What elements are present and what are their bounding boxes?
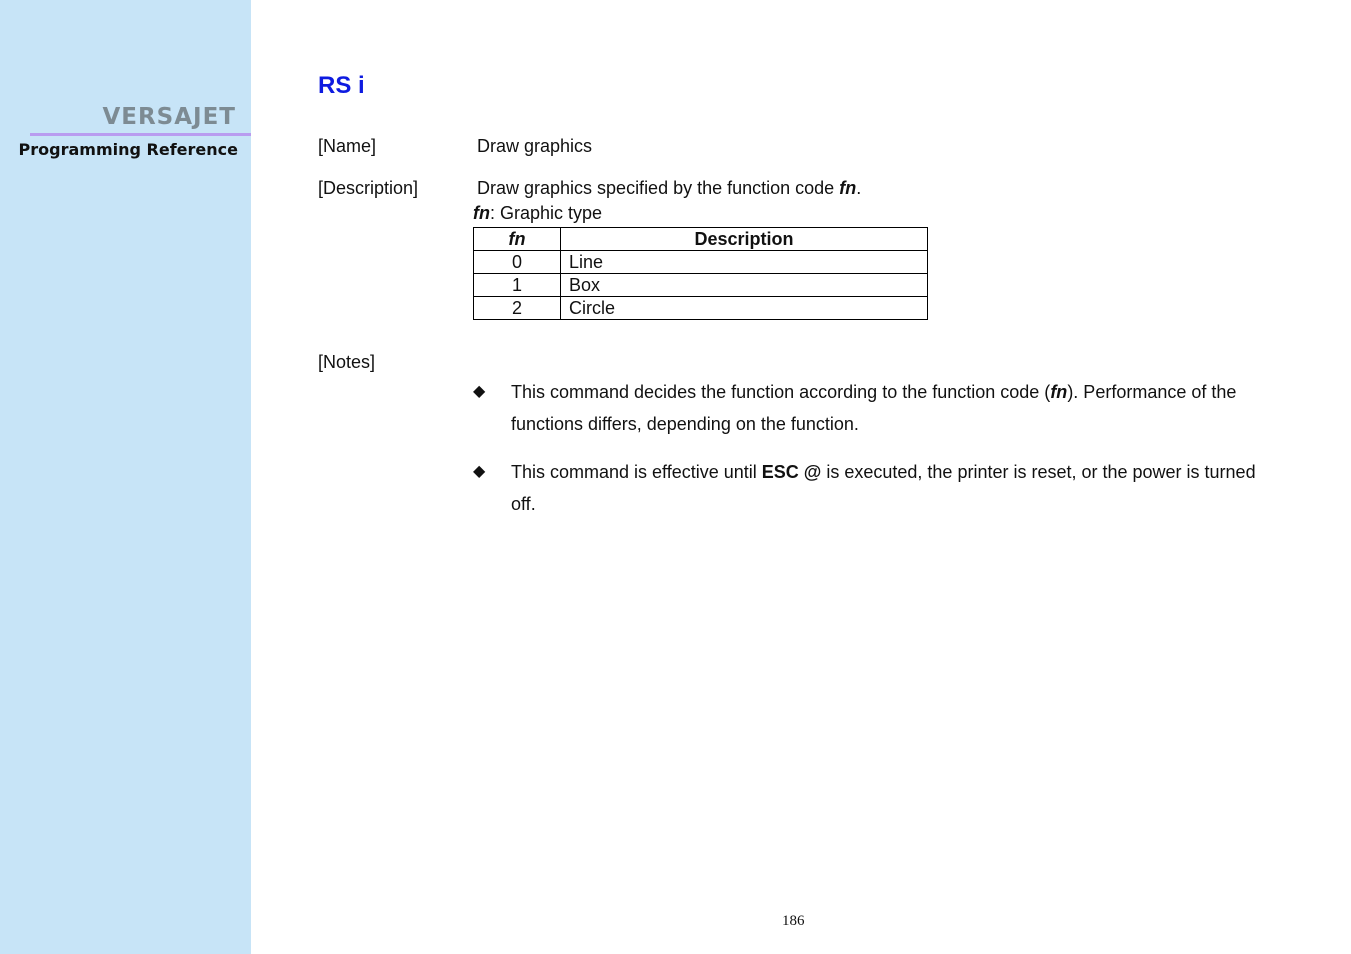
fn-label: fn <box>473 203 490 223</box>
command-title: RS i <box>318 72 365 99</box>
sidebar <box>0 0 251 954</box>
cell-fn: 0 <box>474 251 561 274</box>
note-text-before: This command is effective until <box>511 462 762 482</box>
table-row <box>474 297 928 320</box>
note-item <box>473 456 1273 520</box>
description-text <box>477 178 861 199</box>
fn-suffix: : Graphic type <box>490 203 603 223</box>
notes-label: [Notes] <box>318 352 376 372</box>
description-text-after: . <box>856 178 862 198</box>
note-text <box>511 376 1273 440</box>
cell-fn: 1 <box>474 274 561 297</box>
function-code-table <box>473 227 928 320</box>
note-text <box>511 456 1273 520</box>
section-subtitle: Programming Reference <box>18 140 238 159</box>
bullet-diamond-icon: ◆ <box>473 383 486 400</box>
header-description: Description <box>561 228 928 251</box>
cell-description: Circle <box>561 297 928 320</box>
cell-description: Box <box>561 274 928 297</box>
cell-fn: 2 <box>474 297 561 320</box>
note-text-after: ). Performance of the functions differs, depending on the function. <box>511 382 1237 434</box>
cell-description: Line <box>561 251 928 274</box>
brand-logo: VERSAJET <box>102 104 236 130</box>
description-code: fn <box>839 178 857 198</box>
note-emphasis: fn <box>1050 382 1068 402</box>
page-number: 186 <box>782 913 805 929</box>
description-label: [Description] <box>318 178 419 198</box>
brand-divider <box>30 133 251 136</box>
note-item <box>473 376 1273 440</box>
note-text-after: is executed, the printer is reset, or the power is turned off. <box>511 462 1256 514</box>
description-text-before: Draw graphics specified by the function code <box>477 178 840 198</box>
name-value: Draw graphics <box>477 136 593 156</box>
table-header-row <box>474 228 928 251</box>
header-fn: fn <box>474 228 561 251</box>
note-text-before: This command decides the function according to the function code ( <box>511 382 1051 402</box>
table-row <box>474 251 928 274</box>
note-emphasis: ESC @ <box>761 462 822 482</box>
bullet-diamond-icon: ◆ <box>473 463 486 480</box>
name-label: [Name] <box>318 136 377 156</box>
graphic-type-caption <box>473 203 602 224</box>
table-row <box>474 274 928 297</box>
